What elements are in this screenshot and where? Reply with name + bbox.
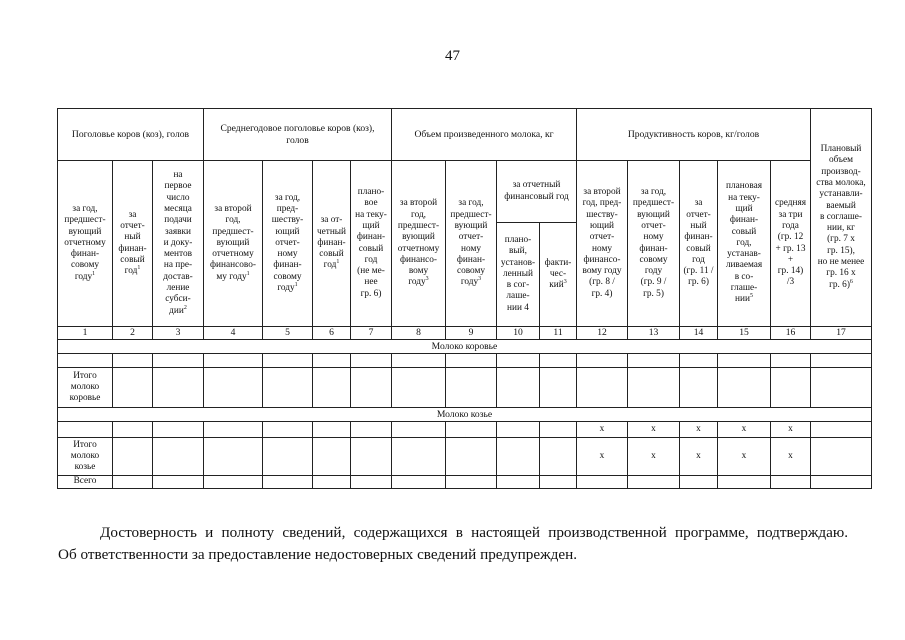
table-row (58, 422, 872, 438)
table-row (58, 368, 872, 408)
col17-planned-volume: Плановый объем производ- ства молока, устанавли- ваемый в соглаше- нии, кг (гр. 7 х гр. 15), но не менее гр. 16 х гр. 6)$^6$ (811, 109, 872, 327)
x-mark: x (771, 438, 811, 476)
x-mark: x (680, 438, 718, 476)
col-number: 15 (718, 327, 771, 340)
col6-header: за от- четный финан- совый год$^1$ (313, 161, 351, 327)
col3-header: на первое число месяца подачи заявки и доку- ментов на пре- достав- ление субси- дии$^2$ (153, 161, 204, 327)
col-number: 9 (446, 327, 497, 340)
x-mark: x (628, 422, 680, 438)
table-row (58, 476, 872, 489)
col-number: 4 (204, 327, 263, 340)
x-mark: x (718, 438, 771, 476)
col-number: 8 (392, 327, 446, 340)
col-number: 10 (497, 327, 540, 340)
group-herd-head: Поголовье коров (коз), голов (58, 109, 204, 161)
col16-header: средняя за три года (гр. 12 + гр. 13 + гр. 14) /3 (771, 161, 811, 327)
col-number: 14 (680, 327, 718, 340)
group-average-herd-head: Среднегодовое поголовье коров (коз), голов (204, 109, 392, 161)
col-number: 13 (628, 327, 680, 340)
group-milk-volume-head: Объем произведенного молока, кг (392, 109, 577, 161)
col14-header: за отчет- ный финан- совый год (гр. 11 / гр. 6) (680, 161, 718, 327)
section-goat-milk: Молоко козье (58, 408, 872, 422)
col-number: 5 (263, 327, 313, 340)
x-mark: x (577, 438, 628, 476)
col8-header: за второй год, предшест- вующий отчетному финансо- вому году$^3$ (392, 161, 446, 327)
col-number: 12 (577, 327, 628, 340)
col-number: 3 (153, 327, 204, 340)
production-table (57, 108, 872, 489)
col1-header: за год, предшест- вующий отчетному финан- совому году$^1$ (58, 161, 113, 327)
group-productivity-head: Продуктивность коров, кг/голов (577, 109, 811, 161)
col-number: 6 (313, 327, 351, 340)
col-number: 1 (58, 327, 113, 340)
table-row (58, 354, 872, 368)
subgroup-report-year: за отчетный финансовый год (497, 161, 577, 223)
col-number: 7 (351, 327, 392, 340)
total-cow-label: Итого молоко коровье (58, 368, 113, 408)
x-mark: x (628, 438, 680, 476)
total-goat-label: Итого молоко козье (58, 438, 113, 476)
col-number: 17 (811, 327, 872, 340)
section-cow-milk: Молоко коровье (58, 340, 872, 354)
col15-header: плановая на теку- щий финан- совый год, устанав- ливаемая в со- глаше- нии$^5$ (718, 161, 771, 327)
col-number: 11 (540, 327, 577, 340)
col11-header: факти- чес- кий$^3$ (540, 223, 577, 327)
x-mark: x (680, 422, 718, 438)
grand-total-label: Всего (58, 476, 113, 489)
col13-header: за год, предшест- вующий отчет- ному финан- совому году (гр. 9 / гр. 5) (628, 161, 680, 327)
x-mark: x (771, 422, 811, 438)
col7-header: плано- вое на теку- щий финан- совый год (не ме- нее гр. 6) (351, 161, 392, 327)
col10-header: плано- вый, установ- ленный в сог- лаше- нии 4 (497, 223, 540, 327)
col-number: 16 (771, 327, 811, 340)
col2-header: за отчет- ный финан- совый год$^1$ (113, 161, 153, 327)
table-row (58, 438, 872, 476)
page-number: 47 (445, 48, 460, 64)
certification-note (58, 522, 848, 566)
col4-header: за второй год, предшест- вующий отчетному финансово- му году$^1$ (204, 161, 263, 327)
x-mark: x (577, 422, 628, 438)
col-number: 2 (113, 327, 153, 340)
col5-header: за год, пред- шеству- ющий отчет- ному финан- совому году$^1$ (263, 161, 313, 327)
certification-line-2: Об ответственности за предоставление недостоверных сведений предупрежден. (58, 546, 578, 563)
x-mark: x (718, 422, 771, 438)
certification-line-1: Достоверность и полноту сведений, содержащихся в настоящей производственной программе, подтверждаю. (100, 524, 848, 541)
col9-header: за год, предшест- вующий отчет- ному финан- совому году$^3$ (446, 161, 497, 327)
col12-header: за второй год, пред- шеству- ющий отчет- ному финансо- вому году (гр. 8 / гр. 4) (577, 161, 628, 327)
